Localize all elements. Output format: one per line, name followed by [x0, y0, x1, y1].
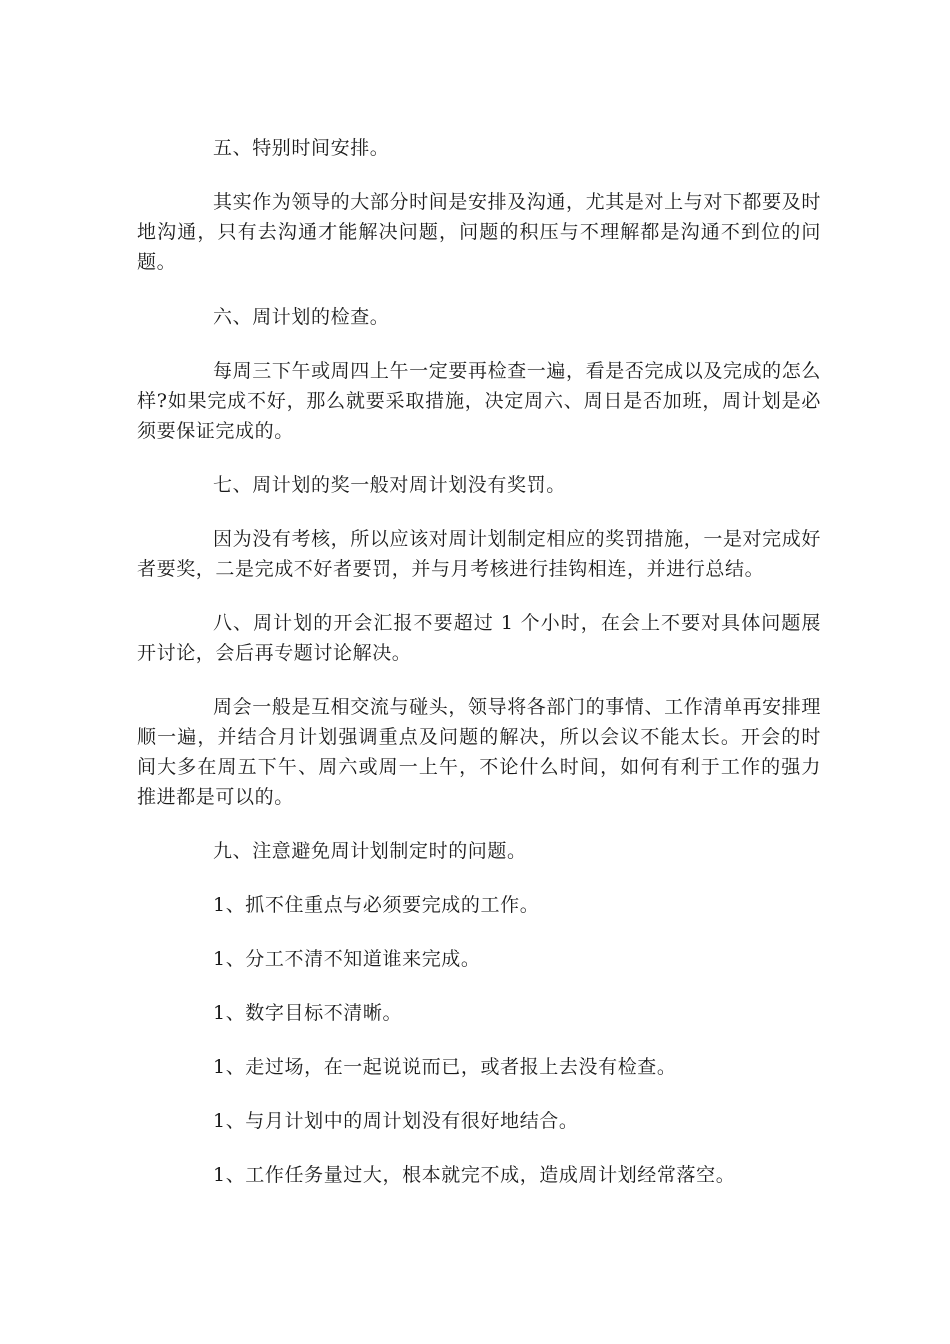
issue-item: 1、走过场，在一起说说而已，或者报上去没有检查。	[213, 1056, 677, 1078]
issue-item: 1、与月计划中的周计划没有很好地结合。	[213, 1110, 579, 1132]
issue-item: 1、抓不住重点与必须要完成的工作。	[213, 894, 540, 916]
section-7-heading: 七、周计划的奖一般对周计划没有奖罚。	[213, 474, 566, 496]
section-5-heading: 五、特别时间安排。	[213, 137, 390, 159]
issue-item: 1、分工不清不知道谁来完成。	[213, 948, 481, 970]
section-6-heading: 六、周计划的检查。	[213, 306, 390, 328]
issue-item: 1、数字目标不清晰。	[213, 1002, 403, 1024]
section-6-paragraph: 每周三下午或周四上午一定要再检查一遍，看是否完成以及完成的怎么样?如果完成不好，那么就要采取措施，决定周六、周日是否加班，周计划是必须要保证完成的。	[137, 360, 821, 442]
section-5-paragraph: 其实作为领导的大部分时间是安排及沟通，尤其是对上与对下都要及时地沟通，只有去沟通才能解决问题，问题的积压与不理解都是沟通不到位的问题。	[137, 191, 821, 273]
section-8-heading: 八、周计划的开会汇报不要超过 1 个小时，在会上不要对具体问题展开讨论，会后再专题讨论解决。	[137, 612, 821, 664]
section-9-heading: 九、注意避免周计划制定时的问题。	[213, 840, 527, 862]
section-8-paragraph: 周会一般是互相交流与碰头，领导将各部门的事情、工作清单再安排理顺一遍，并结合月计划强调重点及问题的解决，所以会议不能太长。开会的时间大多在周五下午、周六或周一上午，不论什么时间，如何有利于工作的强力推进都是可以的。	[137, 696, 821, 808]
document-body	[137, 133, 821, 1214]
issue-item: 1、工作任务量过大，根本就完不成，造成周计划经常落空。	[213, 1164, 736, 1186]
section-7-paragraph: 因为没有考核，所以应该对周计划制定相应的奖罚措施，一是对完成好者要奖，二是完成不好者要罚，并与月考核进行挂钩相连，并进行总结。	[137, 528, 821, 580]
